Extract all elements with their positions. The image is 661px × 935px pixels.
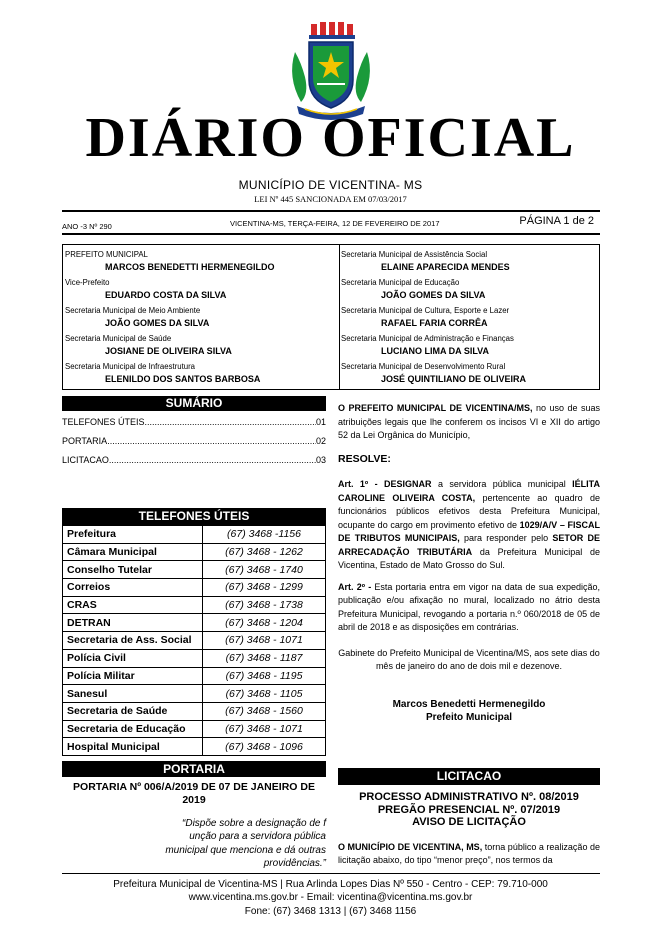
- official-role: Secretaria Municipal de Infraestrutura: [65, 362, 196, 371]
- footer: [0, 878, 661, 918]
- phone-entry-name: Hospital Municipal: [63, 738, 203, 756]
- edition-info-bar: [62, 214, 600, 232]
- official-entry: [341, 361, 599, 389]
- official-role: Secretaria Municipal de Meio Ambiente: [65, 306, 201, 315]
- table-row: [63, 596, 326, 614]
- official-name: RAFAEL FARIA CORRÊA: [381, 318, 488, 328]
- phone-entry-number: (67) 3468 - 1204: [203, 614, 326, 632]
- decree-intro-bold: O PREFEITO MUNICIPAL DE VICENTINA/MS,: [338, 403, 533, 413]
- decree-intro: [338, 402, 600, 443]
- footer-phone: Fone: (67) 3468 1313 | (67) 3468 1156: [244, 905, 417, 917]
- official-entry: [65, 277, 330, 305]
- newspaper-title: DIÁRIO OFICIAL: [85, 107, 576, 169]
- phone-entry-name: Sanesul: [63, 685, 203, 703]
- table-row: [63, 720, 326, 738]
- left-column: [62, 396, 326, 871]
- officials-right-column: [341, 249, 599, 389]
- sumario-header: SUMÁRIO: [62, 396, 326, 411]
- official-entry: [65, 249, 330, 277]
- article-1: [338, 478, 600, 573]
- official-name: JOÃO GOMES DA SILVA: [105, 318, 210, 328]
- phone-entry-number: (67) 3468 - 1071: [203, 632, 326, 650]
- phone-entry-name: Polícia Civil: [63, 649, 203, 667]
- official-entry: [65, 361, 330, 389]
- article-text: Esta portaria entra em vigor na data de sua expedição, publicação e/ou afixação no mural, localizado no átrio desta Prefeitura Municipal, revogando a portaria n.º 060/2018 de 05 de abril de 2018 e as disposições em contrárias.: [338, 581, 600, 632]
- table-row: [63, 543, 326, 561]
- licitacao-header: LICITACAO: [338, 768, 600, 785]
- table-row: [63, 561, 326, 579]
- phone-entry-number: (67) 3468 - 1071: [203, 720, 326, 738]
- official-name: JOÃO GOMES DA SILVA: [381, 290, 486, 300]
- pregao-number: PREGÃO PRESENCIAL Nº. 07/2019: [377, 803, 561, 816]
- official-name: JOSIANE DE OLIVEIRA SILVA: [105, 346, 232, 356]
- decree-intro-text: no uso de suas atribuições legais que lhe conferem os incisos VI e XII do artigo 52 da Lei Orgânica do Município,: [338, 403, 600, 440]
- sumario-item[interactable]: [62, 451, 326, 470]
- phone-entry-name: Secretaria de Saúde: [63, 702, 203, 720]
- table-row: [63, 649, 326, 667]
- official-name: JOSÉ QUINTILIANO DE OLIVEIRA: [381, 374, 527, 384]
- phone-entry-name: Secretaria de Ass. Social: [63, 632, 203, 650]
- official-role: Secretaria Municipal de Assistência Social: [341, 250, 488, 259]
- officials-box: [62, 244, 600, 390]
- official-role: Secretaria Municipal de Cultura, Esporte e Lazer: [341, 306, 510, 315]
- page-indicator: PÁGINA 1 de 2: [519, 215, 594, 227]
- aviso-title: AVISO DE LICITAÇÃO: [412, 816, 526, 828]
- table-row: [63, 738, 326, 756]
- official-entry: [65, 333, 330, 361]
- table-row: [63, 667, 326, 685]
- official-role: Secretaria Municipal de Saúde: [65, 334, 172, 343]
- phone-entry-name: Secretaria de Educação: [63, 720, 203, 738]
- article-text: da Prefeitura Municipal de Vicentina, Estado de Mato Grosso do Sul.: [338, 546, 600, 570]
- phone-entry-number: (67) 3468 - 1560: [203, 702, 326, 720]
- official-entry: [341, 249, 599, 277]
- table-row: [63, 632, 326, 650]
- licitacao-text: [338, 841, 600, 868]
- portaria-summary: “Dispõe sobre a designação de f unção para a servidora pública municipal que menciona e dá outras providências.”: [165, 817, 326, 870]
- resolve-heading: RESOLVE:: [338, 452, 391, 465]
- phone-entry-number: (67) 3468 - 1738: [203, 596, 326, 614]
- edition-date: VICENTINA-MS, TERÇA-FEIRA, 12 DE FEVEREIRO DE 2017: [230, 219, 440, 228]
- portaria-header: PORTARIA: [62, 761, 326, 777]
- article-2: [338, 581, 600, 635]
- phone-entry-name: DETRAN: [63, 614, 203, 632]
- table-row: [63, 685, 326, 703]
- licitacao-text-body: torna público a realização de licitação abaixo, do tipo “menor preço”, nos termos da: [338, 841, 601, 865]
- telefones-header: TELEFONES ÚTEIS: [62, 508, 326, 525]
- sumario-item[interactable]: [62, 432, 326, 451]
- sumario-item-page: 02: [315, 436, 326, 446]
- phone-entry-number: (67) 3468 - 1195: [203, 667, 326, 685]
- edition-number: ANO -3 Nº 290: [62, 222, 112, 231]
- official-role: Secretaria Municipal de Educação: [341, 278, 460, 287]
- sumario-item-label: TELEFONES ÚTEIS: [62, 417, 145, 427]
- official-entry: [341, 333, 599, 361]
- phone-entry-name: Prefeitura: [63, 526, 203, 544]
- sumario-item-page: 01: [315, 417, 326, 427]
- phone-entry-number: (67) 3468 - 1096: [203, 738, 326, 756]
- position-code: 1029/A/V – FISCAL DE TRIBUTOS MUNICIPAIS,: [338, 519, 600, 543]
- header-divider-top: [62, 210, 600, 212]
- sumario-item-label: PORTARIA: [62, 436, 108, 446]
- licitacao-titles: [338, 791, 600, 829]
- municipality-name: MUNICÍPIO DE VICENTINA- MS: [238, 178, 423, 192]
- table-row: [63, 579, 326, 597]
- article-text: para responder pelo: [459, 533, 553, 543]
- official-role: PREFEITO MUNICIPAL: [65, 250, 148, 259]
- article-2-label: Art. 2º -: [338, 581, 372, 592]
- table-row: [63, 614, 326, 632]
- officials-left-column: [65, 249, 330, 389]
- official-entry: [341, 305, 599, 333]
- sumario-item[interactable]: [62, 413, 326, 432]
- official-entry: [65, 305, 330, 333]
- header-divider-bottom: [62, 233, 600, 235]
- phone-entry-name: Correios: [63, 579, 203, 597]
- gabinete-statement: Gabinete do Prefeito Municipal de Vicentina/MS, aos sete dias do mês de janeiro do ano de dois mil e dezenove.: [338, 647, 600, 671]
- phone-entry-name: CRAS: [63, 596, 203, 614]
- phone-entry-name: Câmara Municipal: [63, 543, 203, 561]
- table-row: [63, 702, 326, 720]
- signature-block: [338, 698, 600, 724]
- licitacao-section: [338, 768, 600, 868]
- footer-web-email: www.vicentina.ms.gov.br - Email: vicentina@vicentina.ms.gov.br: [188, 892, 473, 904]
- phone-entry-number: (67) 3468 - 1105: [203, 685, 326, 703]
- footer-divider: [62, 873, 600, 874]
- official-name: MARCOS BENEDETTI HERMENEGILDO: [105, 262, 275, 272]
- article-text: pertencente ao quadro de funcionários públicos efetivos desta Prefeitura Municipal, ocupante do cargo em provimento efetivo de: [338, 492, 600, 530]
- designee-name: IÉLITA CAROLINE OLIVEIRA COSTA,: [338, 479, 601, 503]
- official-role: Secretaria Municipal de Desenvolvimento Rural: [341, 362, 506, 371]
- law-reference: LEI Nº 445 SANCIONADA EM 07/03/2017: [254, 194, 407, 204]
- sector-name: SETOR DE ARRECADAÇÃO TRIBUTÁRIA: [338, 533, 600, 557]
- article-text: a servidora pública municipal: [431, 479, 573, 489]
- official-name: ELENILDO DOS SANTOS BARBOSA: [105, 374, 261, 384]
- portaria-title: PORTARIA Nº 006/A/2019 DE 07 DE JANEIRO DE 2019: [73, 780, 315, 806]
- official-role: Secretaria Municipal de Administração e Finanças: [341, 334, 514, 343]
- official-name: ELAINE APARECIDA MENDES: [381, 262, 510, 272]
- phone-entry-number: (67) 3468 -1156: [203, 526, 326, 544]
- process-number: PROCESSO ADMINISTRATIVO Nº. 08/2019: [359, 791, 579, 803]
- sumario-list: [62, 413, 326, 470]
- official-name: EDUARDO COSTA DA SILVA: [105, 290, 227, 300]
- sumario-item-label: LICITACAO: [62, 455, 109, 465]
- article-1-label: Art. 1º - DESIGNAR: [338, 479, 432, 489]
- telefones-table: [62, 525, 326, 756]
- phone-entry-number: (67) 3468 - 1740: [203, 561, 326, 579]
- phone-entry-name: Conselho Tutelar: [63, 561, 203, 579]
- right-column: [338, 402, 600, 724]
- phone-entry-number: (67) 3468 - 1187: [203, 649, 326, 667]
- official-name: LUCIANO LIMA DA SILVA: [381, 346, 489, 356]
- sumario-item-page: 03: [315, 455, 326, 465]
- licitacao-text-bold: O MUNICÍPIO DE VICENTINA, MS,: [338, 841, 483, 852]
- signature-name: Marcos Benedetti Hermenegildo: [392, 698, 546, 710]
- table-row: [63, 526, 326, 544]
- phone-entry-name: Polícia Militar: [63, 667, 203, 685]
- official-role: Vice-Prefeito: [65, 278, 110, 287]
- phone-entry-number: (67) 3468 - 1299: [203, 579, 326, 597]
- signature-role: Prefeito Municipal: [425, 711, 513, 723]
- footer-address: Prefeitura Municipal de Vicentina-MS | Rua Arlinda Lopes Dias Nº 550 - Centro - CEP: 79.710-000: [113, 879, 548, 890]
- phone-entry-number: (67) 3468 - 1262: [203, 543, 326, 561]
- officials-divider: [339, 245, 340, 389]
- official-entry: [341, 277, 599, 305]
